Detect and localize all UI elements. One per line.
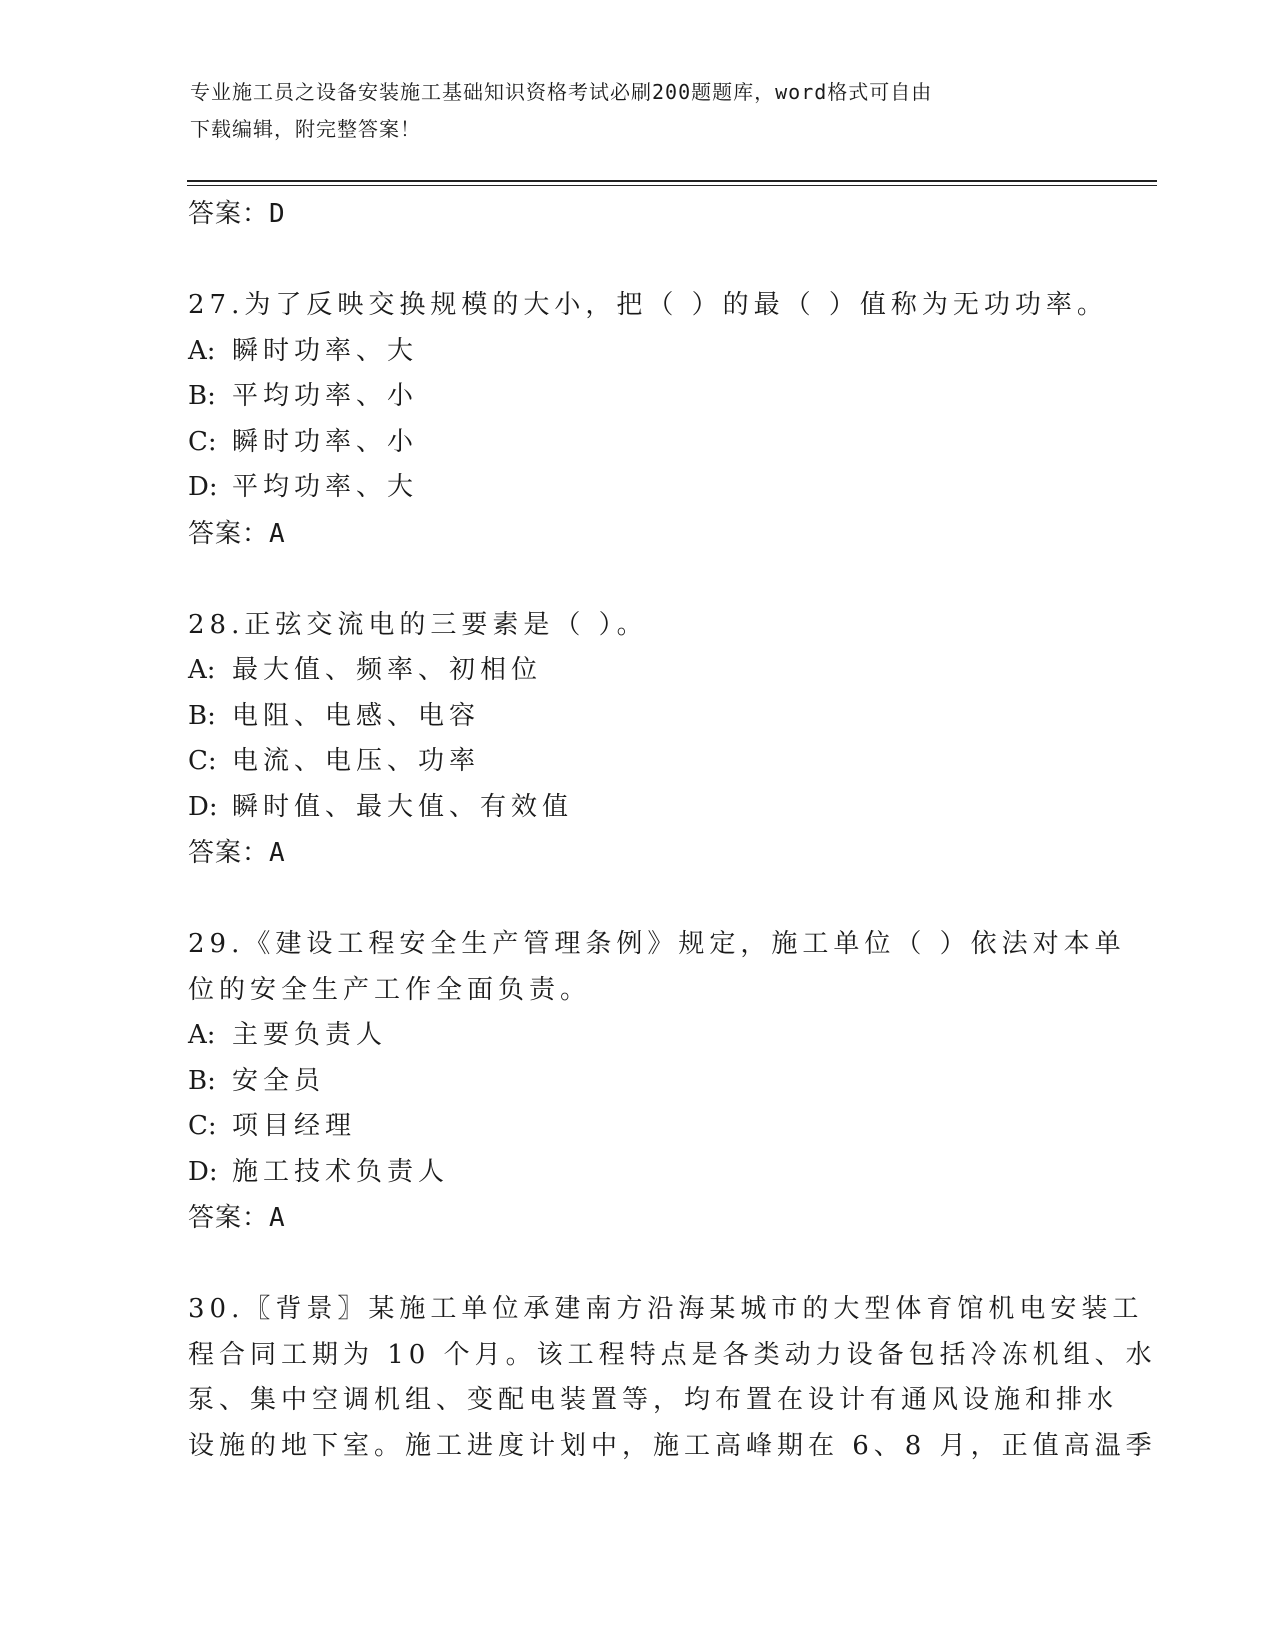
option-key: A:: [188, 335, 216, 366]
question-text-line: 28.正弦交流电的三要素是（ ）。: [188, 609, 648, 640]
option-key: D:: [188, 472, 218, 502]
option-b: [188, 1059, 1088, 1105]
question-29: [188, 922, 1126, 1241]
question-text-line: 泵、集中空调机组、变配电装置等，均布置在设计有通风设施和排水: [188, 1385, 1119, 1415]
option-d: [188, 465, 1088, 511]
option-key: B:: [188, 381, 216, 411]
header-line-2: 下载编辑，附完整答案！: [190, 117, 421, 141]
option-key: B:: [188, 700, 216, 731]
answer-line: 答案：A: [188, 1203, 286, 1233]
option-key: C:: [188, 746, 217, 776]
option-b: [188, 694, 1088, 740]
option-text: 施工技术负责人: [232, 1156, 450, 1187]
option-text: 项目经理: [232, 1111, 357, 1141]
answer-line: 答案：A: [188, 518, 286, 549]
answer-line: 答案：A: [188, 838, 286, 868]
question-28: [188, 603, 1088, 877]
option-key: A:: [188, 655, 216, 685]
question-text-line: 27.为了反映交换规模的大小，把（ ）的最（ ）值称为无功功率。: [188, 290, 1108, 320]
option-text: 电流、电压、功率: [232, 746, 481, 776]
document-body: [188, 185, 1157, 1469]
question-text: [188, 603, 1088, 649]
option-b: [188, 374, 1088, 420]
option-text: 电阻、电感、电容: [232, 700, 481, 731]
question-text-line: 程合同工期为 10 个月。该工程特点是各类动力设备包括冷冻机组、水: [188, 1339, 1157, 1370]
option-a: [188, 1013, 1088, 1059]
option-a: [188, 648, 1088, 694]
option-key: A:: [188, 1020, 216, 1050]
question-text-line: 30.〖背景〗某施工单位承建南方沿海某城市的大型体育馆机电安装工: [188, 1294, 1144, 1324]
question-text: [188, 1287, 1157, 1469]
option-text: 瞬时功率、小: [232, 426, 419, 457]
question-text-line: 29.《建设工程安全生产管理条例》规定，施工单位（ ）依法对本单: [188, 929, 1126, 959]
question-text-line: 位的安全生产工作全面负责。: [188, 974, 592, 1005]
option-text: 平均功率、大: [232, 472, 419, 502]
page-header: [190, 74, 1090, 148]
option-text: 平均功率、小: [232, 381, 419, 411]
option-key: D:: [188, 791, 218, 822]
option-key: C:: [188, 426, 217, 457]
option-text: 瞬时功率、大: [232, 335, 419, 366]
option-text: 瞬时值、最大值、有效值: [232, 791, 574, 822]
option-a: [188, 329, 1088, 375]
header-line-1: 专业施工员之设备安装施工基础知识资格考试必刷200题题库，word格式可自由: [190, 80, 933, 104]
option-c: [188, 739, 1088, 785]
question-30: [188, 1287, 1157, 1469]
option-key: D:: [188, 1156, 218, 1187]
option-text: 主要负责人: [232, 1020, 388, 1050]
previous-answer: 答案：D: [188, 199, 286, 229]
option-text: 最大值、频率、初相位: [232, 655, 543, 685]
option-c: [188, 420, 1088, 466]
header-divider-thick: [187, 180, 1157, 182]
question-text: [188, 283, 1108, 329]
option-key: C:: [188, 1111, 217, 1141]
option-d: [188, 1150, 1088, 1196]
question-27: [188, 283, 1108, 557]
option-d: [188, 785, 1088, 831]
option-text: 安全员: [232, 1065, 326, 1096]
option-key: B:: [188, 1065, 216, 1096]
question-text: [188, 922, 1126, 1013]
option-c: [188, 1104, 1088, 1150]
question-text-line: 设施的地下室。施工进度计划中，施工高峰期在 6、8 月，正值高温季: [188, 1430, 1157, 1461]
